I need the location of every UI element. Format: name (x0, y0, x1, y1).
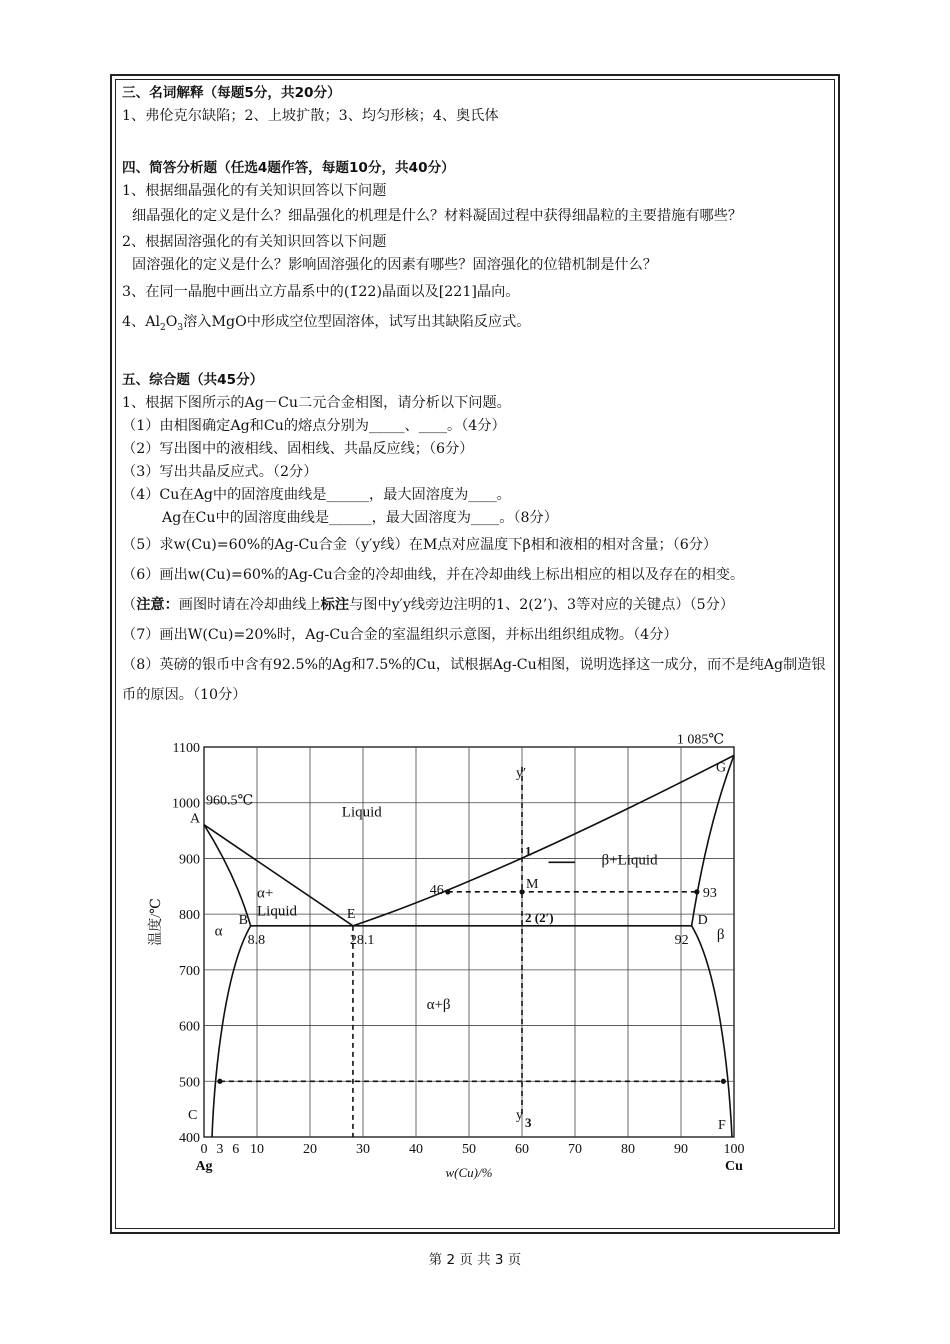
chart-labels (147, 732, 745, 1180)
section4-q4: 4、$Al_2O_3$溶入MgO中形成空位型固溶体，试写出其缺陷反应式。 (122, 314, 531, 333)
region-label-beta-liquid: β+Liquid (601, 852, 658, 869)
section4-q2-body: 固溶强化的定义是什么？影响固溶强化的因素有哪些？固溶强化的位错机制是什么？ (132, 257, 657, 273)
section4-q1-body: 细晶强化的定义是什么？细晶强化的机理是什么？材料凝固过程中获得细晶粒的主要措施有哪些？ (132, 208, 743, 224)
point-label-e: E (346, 906, 356, 922)
x-tick-label: 40 (409, 1142, 423, 1157)
value-label-92: 92 (674, 932, 689, 948)
point-label-f: F (718, 1118, 726, 1133)
key-point-3: 3 (525, 1115, 532, 1130)
section4-q3: 3、在同一晶胞中画出立方晶系中的(1̄22)晶面以及[221]晶向。 (122, 284, 520, 300)
section5-heading: 五、综合题（共45分） (122, 372, 264, 388)
section5-intro: 1、根据下图所示的Ag－Cu二元合金相图，请分析以下问题。 (122, 395, 511, 411)
section4-q2-title: 2、根据固溶强化的有关知识回答以下问题 (122, 234, 387, 250)
x-tick-label: 3 (216, 1142, 224, 1157)
point-label-g: G (716, 760, 727, 776)
section5-p2: （2）写出图中的液相线、固相线、共晶反应线；（6分） (122, 441, 474, 457)
liquidus-eg (353, 755, 734, 925)
y-tick-label: 500 (179, 1075, 200, 1091)
value-label-93: 93 (702, 885, 717, 901)
x-tick-label: 10 (250, 1142, 264, 1157)
point-label-a: A (190, 811, 201, 827)
section5-p6: （6）画出w(Cu)=60%的Ag-Cu合金的冷却曲线，并在冷却曲线上标出相应的相以及存在的相变。 (122, 567, 745, 583)
chart-grid (204, 747, 734, 1137)
y-tick-label: 600 (179, 1019, 200, 1035)
key-dot (721, 1079, 726, 1084)
key-dot (694, 889, 699, 894)
section4-heading: 四、简答分析题（任选4题作答，每题10分，共40分） (122, 160, 455, 176)
solvus-bc (212, 926, 251, 1137)
region-label-alpha-liquid-1: α+ (257, 885, 274, 902)
x-tick-label: 50 (462, 1142, 476, 1157)
section5-p7: （7）画出W(Cu)=20%时，Ag-Cu合金的室温组织示意图，并标出组织组成物。（4分） (122, 627, 678, 643)
line-label-y-prime: y′ (516, 766, 527, 781)
section5-p4b: Ag在Cu中的固溶度曲线是______，最大固溶度为____。（8分） (162, 510, 558, 526)
y-axis-label: 温度/℃ (149, 898, 164, 946)
y-tick-label: 400 (179, 1131, 200, 1146)
section5-note: （注意：画图时请在冷却曲线上标注与图中y′y线旁边注明的1、2(2’)、3等对应的关键点）（5分） (122, 597, 735, 613)
key-point-2: 2 (2′) (525, 909, 554, 925)
page-footer: 第 2 页 共 3 页 (428, 1252, 522, 1268)
value-label-8-8: 8.8 (247, 932, 266, 948)
x-tick-label: 0 (200, 1142, 208, 1157)
region-label-alpha: α (214, 923, 223, 940)
key-dot (445, 889, 450, 894)
region-label-alpha-beta: α+β (426, 996, 451, 1013)
y-tick-label: 700 (179, 963, 200, 979)
x-tick-label: 100 (723, 1142, 745, 1157)
point-label-d: D (697, 912, 708, 928)
key-dot (519, 889, 524, 894)
x-tick-label: 20 (303, 1142, 317, 1157)
x-axis-label: w(Cu)/% (445, 1165, 493, 1180)
y-tick-label: 800 (179, 908, 200, 924)
y-tick-label: 1000 (172, 796, 200, 812)
section4-q1-title: 1、根据细晶强化的有关知识回答以下问题 (122, 183, 387, 199)
point-label-b: B (238, 912, 248, 928)
region-label-alpha-liquid-2: Liquid (257, 903, 297, 920)
x-end-label-ag: Ag (195, 1159, 213, 1174)
key-dot (217, 1079, 222, 1084)
point-label-c: C (188, 1108, 198, 1123)
region-label-beta: β (716, 927, 725, 944)
y-tick-label: 900 (179, 852, 200, 868)
section3-heading: 三、名词解释（每题5分，共20分） (122, 85, 341, 101)
key-point-1: 1 (525, 843, 532, 859)
x-tick-label: 80 (621, 1142, 635, 1157)
section5-p1: （1）由相图确定Ag和Cu的熔点分别为_____、____。（4分） (122, 418, 506, 434)
x-tick-label: 60 (515, 1142, 529, 1157)
point-label-m: M (526, 876, 539, 892)
line-label-y: y (516, 1108, 523, 1123)
ag-melting-point-label: 960.5℃ (206, 793, 254, 809)
section5-p5: （5）求w(Cu)=60%的Ag-Cu合金（y′y线）在M点对应温度下β相和液相的相对含量；（6分） (122, 537, 718, 553)
section5-p4a: （4）Cu在Ag中的固溶度曲线是______，最大固溶度为____。 (122, 487, 511, 503)
y-tick-label: 1100 (172, 741, 200, 756)
x-tick-label: 90 (674, 1142, 688, 1157)
x-tick-label: 30 (356, 1142, 370, 1157)
x-end-label-cu: Cu (725, 1159, 743, 1174)
section5-p8: （8）英磅的银币中含有92.5%的Ag和7.5%的Cu，试根据Ag-Cu相图，说明选择这一成分，而不是纯Ag制造银币的原因。（10分） (122, 657, 826, 703)
section5-p3: （3）写出共晶反应式。（2分） (122, 464, 318, 480)
x-tick-label: 70 (568, 1142, 582, 1157)
section3-items: 1、弗伦克尔缺陷；2、上坡扩散；3、均匀形核；4、奥氏体 (122, 108, 499, 124)
cu-melting-point-label: 1 085℃ (676, 732, 724, 748)
solvus-df (692, 926, 732, 1137)
value-label-46: 46 (429, 882, 444, 898)
value-label-28-1: 28.1 (349, 932, 375, 948)
region-label-liquid: Liquid (341, 804, 382, 821)
x-tick-label: 6 (232, 1142, 240, 1157)
